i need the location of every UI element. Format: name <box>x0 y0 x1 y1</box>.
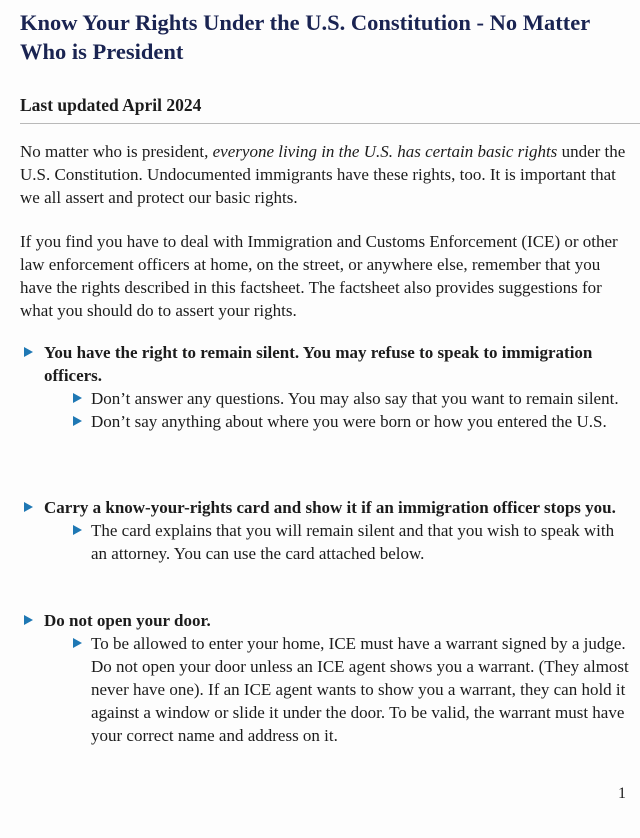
bullet-heading: You have the right to remain silent. You may refuse to speak to immigration officers. <box>44 343 593 385</box>
intro-p1-start: No matter who is president, <box>20 142 213 161</box>
intro-p1-emphasis: everyone living in the U.S. has certain basic rights <box>212 142 558 161</box>
bullet-heading: Do not open your door. <box>44 611 211 630</box>
intro-paragraph-2: If you find you have to deal with Immigration and Customs Enforcement (ICE) or other law enforcement officers at home, on the street, or anywhere else, remember that you have the rights described in this factsheet. The factsheet also provides suggestions for what you should do to assert your rights. <box>20 232 618 320</box>
sub-bullet <box>91 519 634 565</box>
bullet-arrow-icon <box>73 393 82 403</box>
do-not-open-door-section <box>44 609 634 747</box>
intro-paragraph-1 <box>20 140 636 209</box>
bullet-arrow-icon <box>24 347 33 357</box>
sub-bullet-text: To be allowed to enter your home, ICE must have a warrant signed by a judge. Do not open your door unless an ICE agent shows you a warrant. (They almost never have one). If an ICE agent wants to show you a warrant, they can hold it against a window or slide it under the door. To be valid, the warrant must have your correct name and address on it. <box>91 634 629 745</box>
last-updated: Last updated April 2024 <box>20 95 202 115</box>
sub-bullet-text: The card explains that you will remain silent and that you wish to speak with an attorney. You can use the card attached below. <box>91 521 615 563</box>
bullet-arrow-icon <box>73 638 82 648</box>
sub-bullet <box>91 387 634 410</box>
bullet-heading: Carry a know-your-rights card and show it if an immigration officer stops you. <box>44 498 616 517</box>
sub-bullet-text: Don’t say anything about where you were born or how you entered the U.S. <box>91 412 607 431</box>
bullet-arrow-icon <box>24 502 33 512</box>
page-number: 1 <box>618 785 626 802</box>
document-title: Know Your Rights Under the U.S. Constitution - No Matter Who is President <box>20 10 590 64</box>
know-your-rights-card-section <box>44 496 634 565</box>
bullet-arrow-icon <box>24 615 33 625</box>
bullet-arrow-icon <box>73 416 82 426</box>
intro-p1-end: under the U.S. Constitution. Undocumented immigrants have these rights, too. It is important that we all assert and protect our basic rights. <box>20 142 626 207</box>
sub-bullet <box>91 632 634 747</box>
right-silent-section <box>44 341 634 433</box>
divider <box>20 123 640 124</box>
bullet-arrow-icon <box>73 525 82 535</box>
sub-bullet <box>91 410 634 433</box>
sub-bullet-text: Don’t answer any questions. You may also say that you want to remain silent. <box>91 389 619 408</box>
